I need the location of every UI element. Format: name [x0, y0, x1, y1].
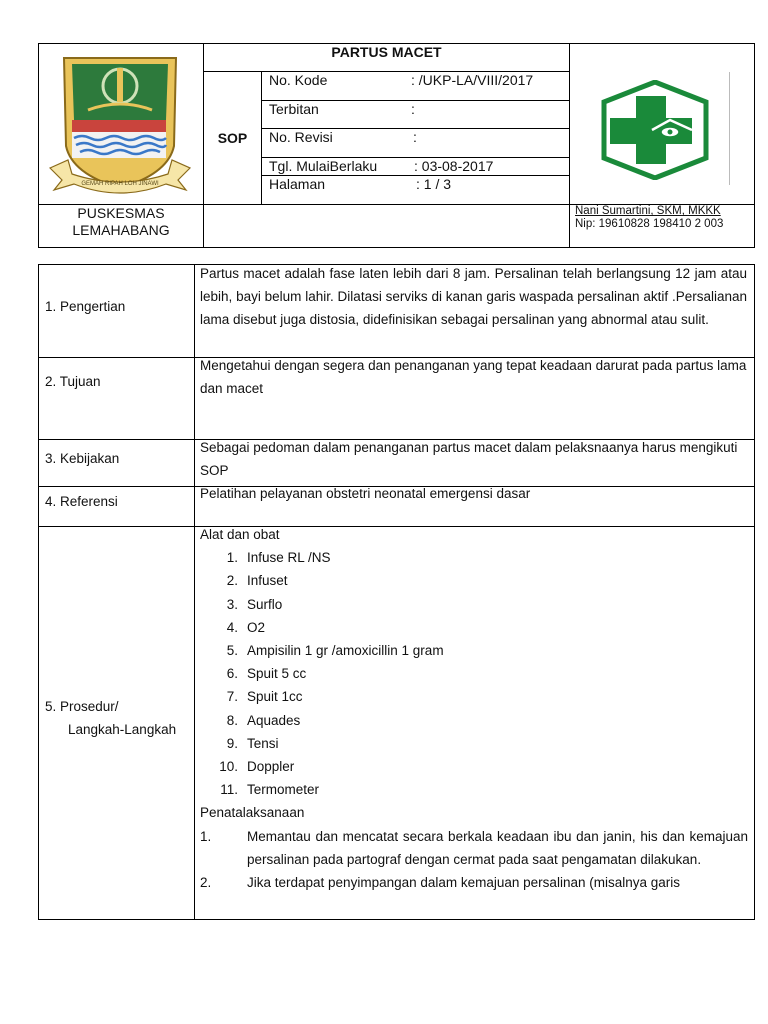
tool-item-number: 7.: [226, 689, 238, 705]
step-item-text: Memantau dan mencatat secara berkala keadaan ibu dan janin, his dan kemajuan persalinan pada partograf dengan cermat pada saat pengamatan dilakukan.: [247, 828, 748, 867]
tool-item-text: Spuit 1cc: [247, 689, 303, 705]
tool-item-text: O2: [247, 619, 266, 635]
tool-item-number: 1.: [226, 550, 238, 566]
tools-list: [200, 546, 748, 801]
field-value-no-kode: : /UKP-LA/VIII/2017: [411, 72, 534, 88]
tool-item-number: 3.: [226, 596, 238, 612]
organization-name-line-2: LEMAHABANG: [72, 222, 170, 238]
field-label-no-revisi: No. Revisi: [269, 129, 333, 145]
tool-item-number: 11.: [220, 782, 238, 798]
tool-item: [200, 685, 748, 708]
step-item: [200, 825, 748, 871]
tool-item-text: Doppler: [247, 759, 295, 775]
step-item-text: Jika terdapat penyimpangan dalam kemajuan persalinan (misalnya garis: [247, 875, 680, 891]
row-label-prosedur-line-2: Langkah-Langkah: [68, 722, 177, 737]
tool-item-number: 6.: [226, 666, 238, 682]
field-label-terbitan: Terbitan: [269, 101, 319, 117]
tool-item-text: Tensi: [247, 735, 279, 751]
tool-item: [200, 569, 748, 592]
tool-item: [200, 639, 748, 662]
signer-name: Nani Sumartini, SKM, MKKK: [575, 205, 721, 217]
tool-item: [200, 709, 748, 732]
row-content-referensi: Pelatihan pelayanan obstetri neonatal emergensi dasar: [200, 486, 531, 501]
tool-item-text: Ampisilin 1 gr /amoxicillin 1 gram: [247, 643, 444, 659]
tool-item-text: Aquades: [247, 712, 301, 728]
tool-item-text: Infuse RL /NS: [247, 550, 331, 566]
steps-heading: Penatalaksanaan: [200, 805, 305, 821]
field-value-terbitan: :: [411, 101, 415, 117]
field-label-halaman: Halaman: [269, 176, 326, 192]
tool-item: [200, 593, 748, 616]
field-value-tgl-mulai-berlaku: : 03-08-2017: [414, 158, 494, 174]
row-content-tujuan: Mengetahui dengan segera dan penanganan yang tepat keadaan darurat pada partus lama dan macet: [200, 358, 747, 397]
tool-item-number: 5.: [226, 643, 238, 659]
row-label-tujuan: 2. Tujuan: [45, 374, 101, 389]
signer-nip: Nip: 19610828 198410 2 003: [575, 218, 724, 230]
row-label-kebijakan: 3. Kebijakan: [45, 451, 120, 466]
row-label-referensi: 4. Referensi: [45, 494, 118, 509]
regency-crest-logo: [48, 50, 192, 198]
step-item-number: 2.: [200, 875, 212, 891]
row-content-kebijakan: Sebagai pedoman dalam penanganan partus macet dalam pelaksnaanya harus mengikuti SOP: [200, 440, 738, 479]
tool-item-text: Infuset: [247, 573, 288, 589]
tool-item: [200, 778, 748, 801]
step-item: [200, 871, 748, 894]
tool-item: [200, 662, 748, 685]
tool-item-number: 2.: [226, 573, 238, 589]
tool-item-text: Termometer: [247, 782, 320, 798]
tool-item-number: 10.: [219, 759, 238, 775]
tool-item-number: 8.: [226, 712, 238, 728]
tool-item: [200, 616, 748, 639]
organization-name-line-1: PUSKESMAS: [77, 205, 165, 221]
procedure-content: [200, 523, 748, 917]
tool-item-text: Spuit 5 cc: [247, 666, 307, 682]
tool-item-number: 9.: [226, 735, 238, 751]
tool-item-number: 4.: [226, 619, 238, 635]
tool-item: [200, 732, 748, 755]
row-content-pengertian: Partus macet adalah fase laten lebih dari 8 jam. Persalinan telah berlangsung 12 jam atau lebih, bayi belum lahir. Dilatasi serviks di kanan garis waspada persalinan aktif .Persalianan lama disebut juga distosia, didefinisikan sebagai persalinan yang abnormal atau sulit.: [200, 266, 747, 328]
puskesmas-logo: [588, 80, 722, 180]
field-value-halaman: : 1 / 3: [416, 176, 452, 192]
crest-ribbon-text: GEMAH RIPAH LOH JINAWI: [81, 181, 159, 187]
document-title: PARTUS MACET: [331, 44, 442, 60]
row-label-pengertian: 1. Pengertian: [45, 299, 126, 314]
tool-item: [200, 755, 748, 778]
step-item-number: 1.: [200, 828, 212, 844]
steps-list: [200, 825, 748, 895]
field-label-no-kode: No. Kode: [269, 72, 328, 88]
row-label-prosedur-line-1: 5. Prosedur/: [45, 699, 119, 714]
tool-item-text: Surflo: [247, 596, 283, 612]
field-value-no-revisi: :: [413, 129, 417, 145]
field-label-tgl-mulai-berlaku: Tgl. MulaiBerlaku: [269, 158, 378, 174]
sop-label: SOP: [217, 130, 248, 146]
tools-heading: Alat dan obat: [200, 527, 280, 542]
tool-item: [200, 546, 748, 569]
